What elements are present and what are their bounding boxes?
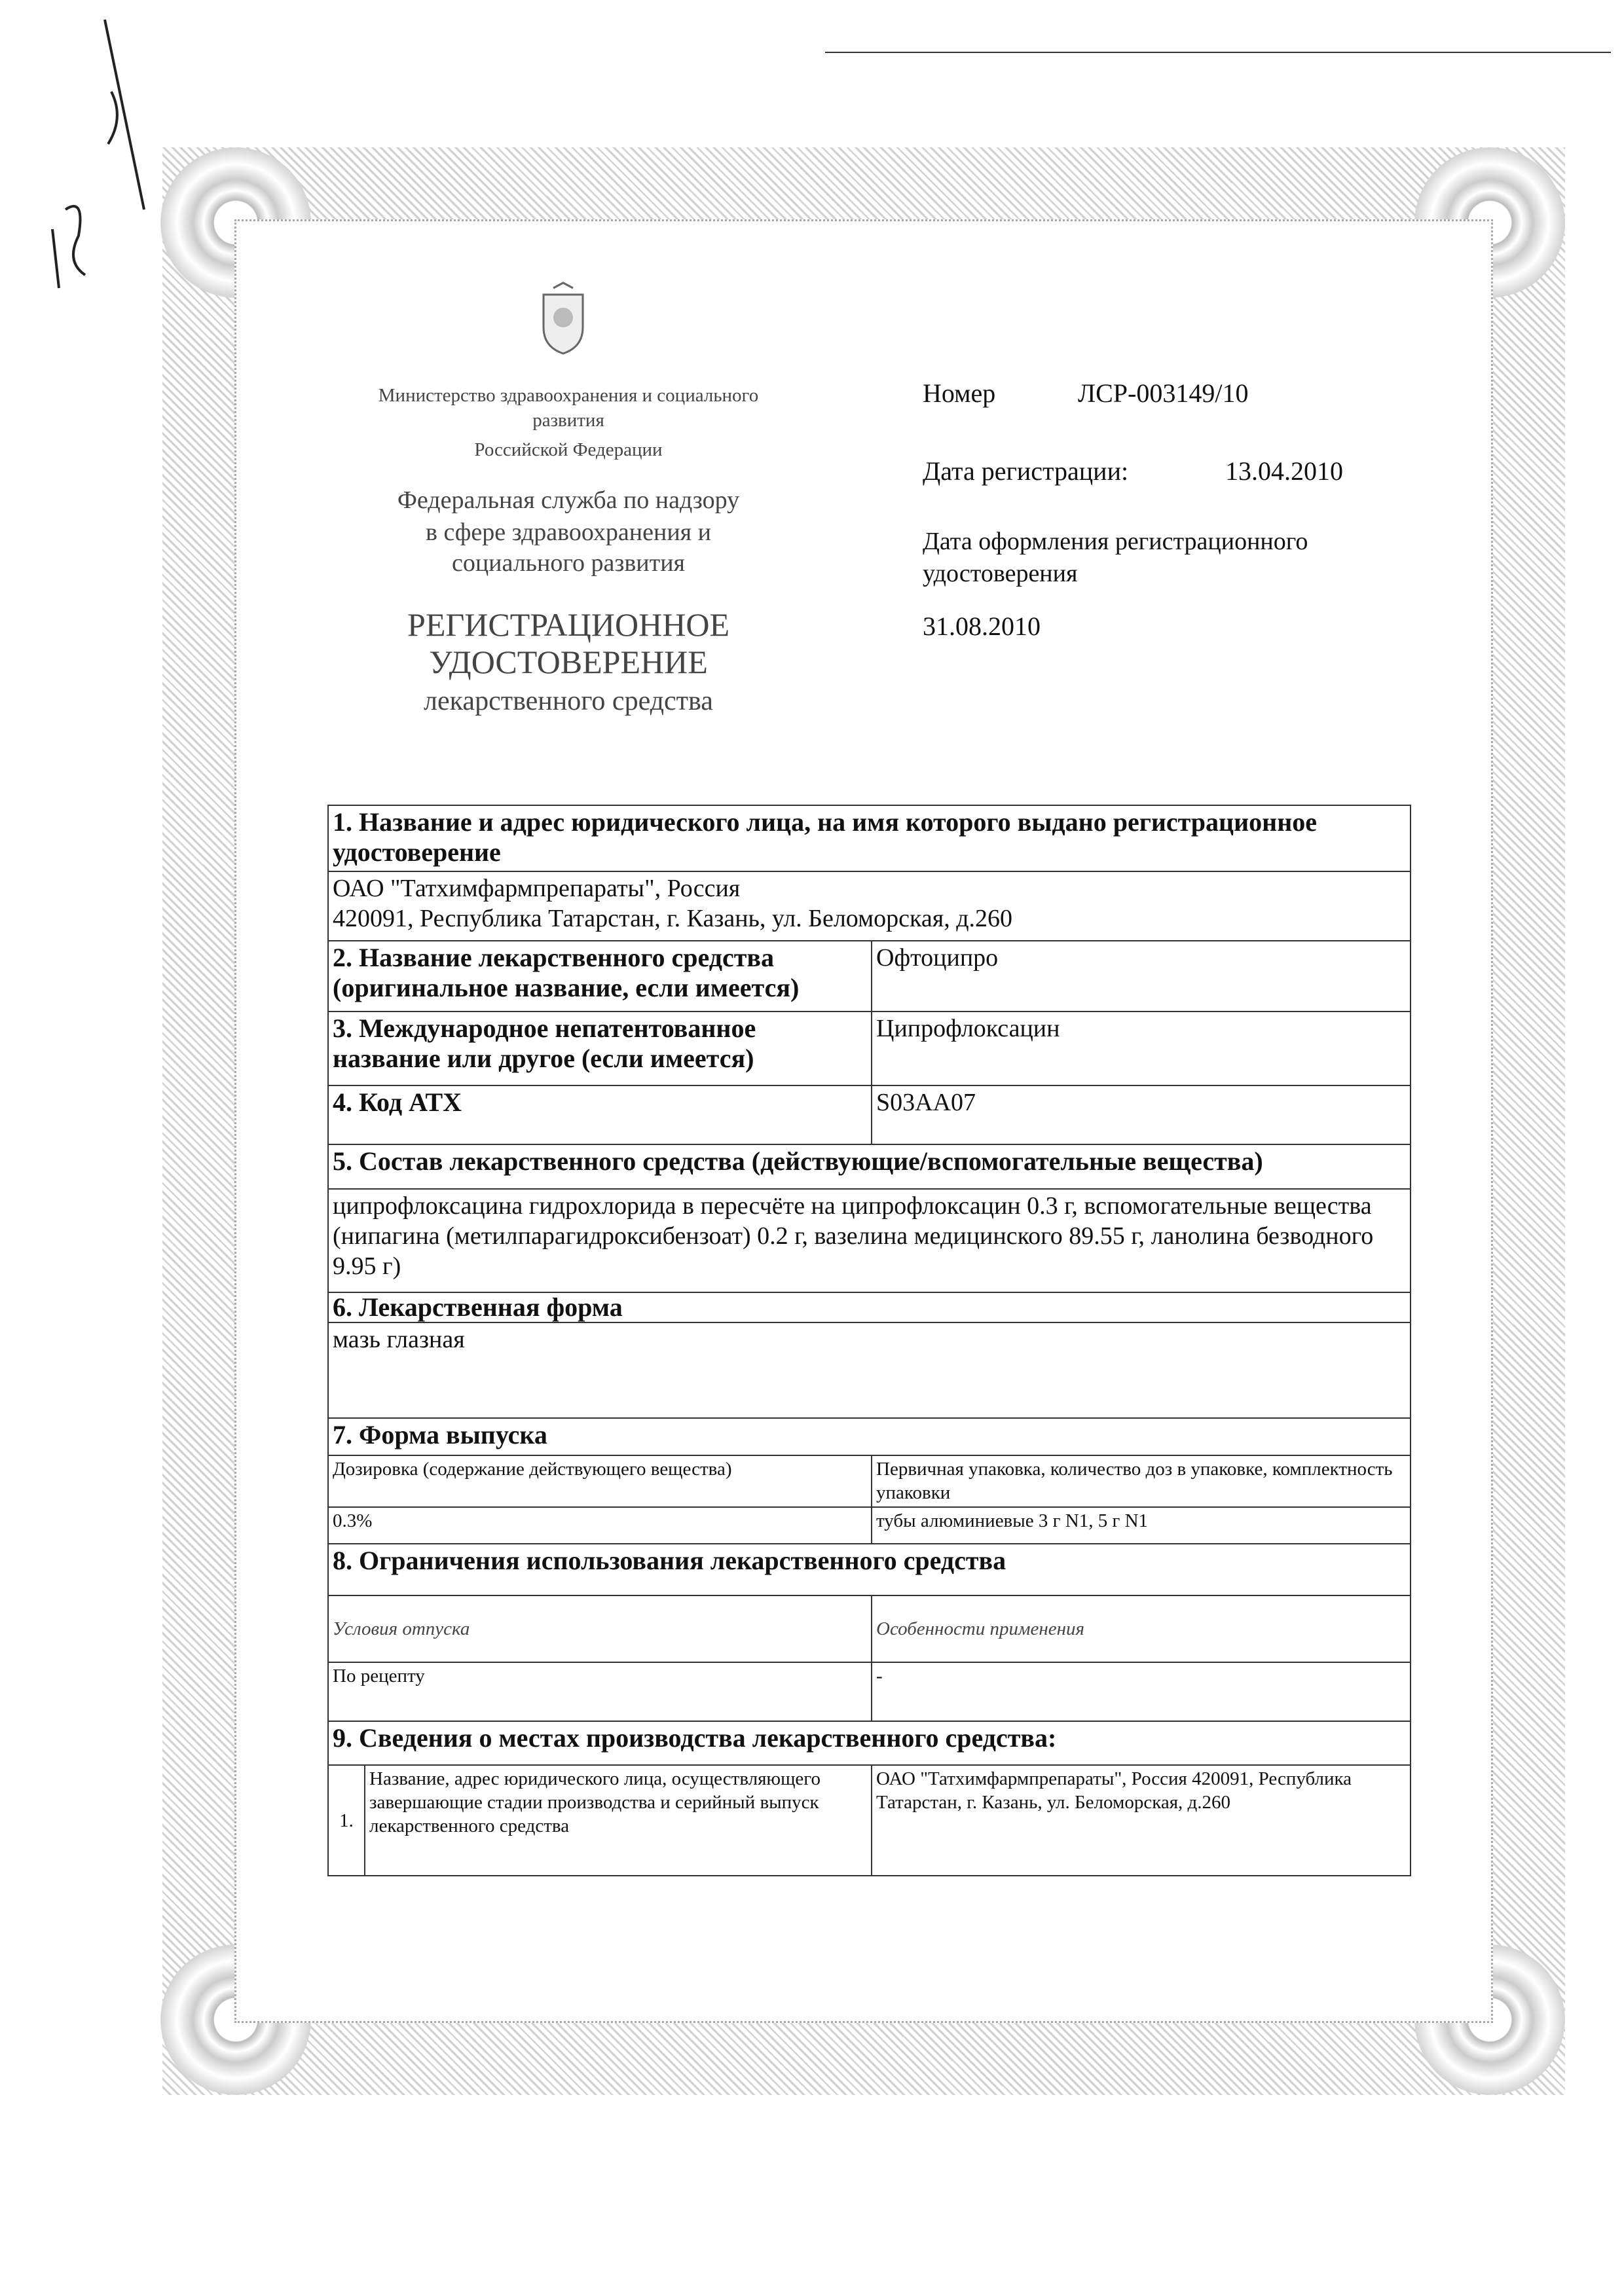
holder-address: 420091, Республика Татарстан, г. Казань, ул. Беломорская, д.260 [333, 905, 1013, 932]
section-3-title: 3. Международное непатентованное название или другое (если имеется) [328, 1011, 872, 1085]
service-line: Федеральная служба по надзору [397, 486, 740, 514]
certificate-table [327, 805, 1411, 1876]
site-value: ОАО "Татхимфармпрепараты", Россия 420091, Республика Татарстан, г. Казань, ул. Беломорская, д.260 [872, 1765, 1411, 1876]
ministry-line: Российской Федерации [474, 439, 663, 460]
top-scan-line [825, 52, 1611, 53]
document-title: УДОСТОВЕРЕНИЕ [429, 644, 708, 680]
service-line: социального развития [451, 549, 686, 577]
service-line: в сфере здравоохранения и [426, 519, 711, 546]
holder-name: ОАО "Татхимфармпрепараты", Россия [333, 875, 741, 902]
packaging-value: тубы алюминиевые 3 г N1, 5 г N1 [872, 1507, 1411, 1544]
inn-name: Ципрофлоксацин [872, 1011, 1411, 1085]
reg-date: 13.04.2010 [1225, 456, 1343, 486]
dispensing-header: Условия отпуска [328, 1595, 872, 1662]
trade-name: Офтоципро [872, 941, 1411, 1011]
coat-of-arms-emblem [530, 282, 596, 357]
usage-value: - [872, 1662, 1411, 1721]
dosage-value: 0.3% [328, 1507, 872, 1544]
section-2-title: 2. Название лекарственного средства (оригинальное название, если имеется) [328, 941, 872, 1011]
composition: ципрофлоксацина гидрохлорида в пересчёте на ципрофлоксацин 0.3 г, вспомогательные вещества (нипагина (метилпарагидроксибензоат) 0.2 г, вазелина медицинского 89.55 г, ланолина безводного 9.95 г) [328, 1189, 1411, 1292]
number-label: Номер [923, 378, 996, 408]
certificate-number: ЛСР-003149/10 [1078, 378, 1249, 408]
atc-code: S03AA07 [872, 1085, 1411, 1144]
site-number: 1. [328, 1765, 365, 1876]
section-6-title: 6. Лекарственная форма [328, 1292, 1411, 1322]
issue-date-label: удостоверения [923, 560, 1078, 587]
usage-header: Особенности применения [872, 1595, 1411, 1662]
document-subtitle: лекарственного средства [424, 686, 713, 716]
section-1-title: 1. Название и адрес юридического лица, на имя которого выдано регистрационное удостоверение [328, 805, 1411, 871]
document-title: РЕГИСТРАЦИОННОЕ [407, 606, 729, 643]
ministry-line: Министерство здравоохранения и социального [378, 385, 759, 406]
ministry-line: развития [532, 410, 604, 431]
packaging-header: Первичная упаковка, количество доз в упаковке, комплектность упаковки [872, 1455, 1411, 1507]
dosage-form: мазь глазная [328, 1322, 1411, 1418]
section-4-title: 4. Код АТХ [328, 1085, 872, 1144]
dispensing-value: По рецепту [328, 1662, 872, 1721]
issue-date: 31.08.2010 [923, 611, 1041, 641]
section-9-title: 9. Сведения о местах производства лекарственного средства: [328, 1721, 1411, 1765]
reg-date-label: Дата регистрации: [923, 456, 1129, 486]
section-5-title: 5. Состав лекарственного средства (действующие/вспомогательные вещества) [328, 1144, 1411, 1189]
section-8-title: 8. Ограничения использования лекарственного средства [328, 1544, 1411, 1595]
dosage-header: Дозировка (содержание действующего вещества) [328, 1455, 872, 1507]
section-7-title: 7. Форма выпуска [328, 1418, 1411, 1455]
site-label: Название, адрес юридического лица, осуществляющего завершающие стадии производства и серийный выпуск лекарственного средства [365, 1765, 872, 1876]
issue-date-label: Дата оформления регистрационного [923, 528, 1308, 555]
section-1-value [328, 871, 1411, 941]
